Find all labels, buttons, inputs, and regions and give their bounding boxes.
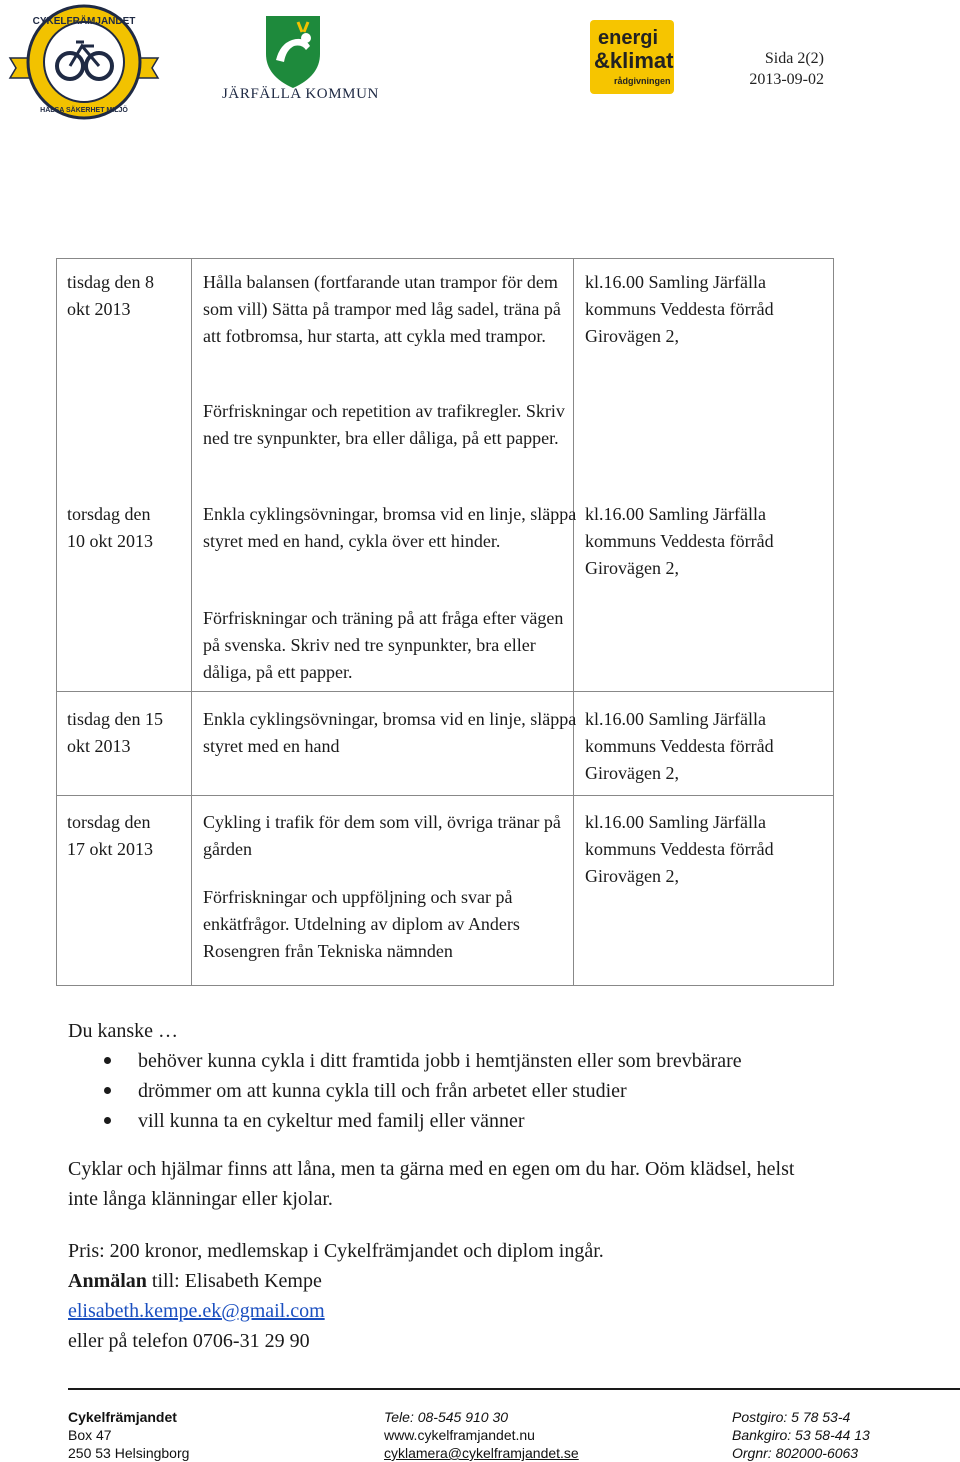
cf-logo-bottom-text: HÄLSA SÄKERHET MILJÖ	[40, 107, 128, 114]
table-row-1-activity: Hålla balansen (fortfarande utan trampor för dem som vill) Sätta på trampor med låg sadel, träna på att fotbromsa, hur starta, att cykla med trampor.	[203, 272, 561, 346]
list-item: drömmer om att kunna cykla till och från arbetet eller studier	[68, 1076, 742, 1106]
table-row-4-date: torsdag den 17 okt 2013	[67, 812, 154, 859]
footer-phone: Tele: 08-545 910 30	[384, 1409, 509, 1425]
schedule-table	[56, 258, 834, 986]
ek-logo-line2: &klimat	[594, 48, 674, 73]
ek-logo-line1: energi	[598, 27, 659, 49]
list-item: vill kunna ta en cykeltur med familj eller vänner	[68, 1106, 742, 1136]
cf-logo-top-text: CYKELFRÄMJANDET	[32, 16, 136, 27]
table-row-2-location: kl.16.00 Samling Järfälla kommuns Veddesta förråd Girovägen 2,	[585, 504, 774, 578]
equipment-paragraph: Cyklar och hjälmar finns att låna, men ta gärna med en egen om du har. Oöm klädsel, helst inte långa klänningar eller kjolar.	[68, 1158, 795, 1210]
footer-postgiro: Postgiro: 5 78 53-4	[732, 1409, 851, 1425]
list-item: behöver kunna cykla i ditt framtida jobb i hemtjänsten eller som brevbärare	[68, 1046, 742, 1076]
table-row-3-activity: Enkla cyklingsövningar, bromsa vid en linje, släppa styret med en hand	[203, 709, 577, 756]
reasons-list	[68, 1046, 742, 1136]
footer-web: www.cykelframjandet.nu	[384, 1427, 535, 1443]
table-row-2-activity-2: Förfriskningar och träning på att fråga efter vägen på svenska. Skriv ned tre synpunkter, bra eller dåliga, på ett papper.	[203, 608, 564, 682]
signup-label: Anmälan	[68, 1270, 147, 1292]
page-number: Sida 2(2)	[764, 50, 824, 67]
intro-text: Du kanske …	[68, 1020, 178, 1042]
bullet-icon	[104, 1087, 111, 1094]
table-row-1-date: tisdag den 8 okt 2013	[67, 272, 154, 319]
footer-contact	[384, 1408, 579, 1462]
table-col-divider	[191, 259, 192, 985]
ek-logo-line3: rådgivningen	[614, 76, 671, 86]
footer-orgnr: Orgnr: 802000-6063	[732, 1445, 859, 1461]
table-row-4-activity-2: Förfriskningar och uppföljning och svar på enkätfrågor. Utdelning av diplom av Anders Rosengren från Tekniska nämnden	[203, 887, 520, 961]
table-row-divider	[57, 795, 833, 796]
page-meta	[749, 48, 824, 90]
table-row-3-date: tisdag den 15 okt 2013	[67, 709, 163, 756]
footer-bankgiro: Bankgiro: 53 58-44 13	[732, 1427, 870, 1443]
table-row-divider	[57, 691, 833, 692]
signup-contact: till: Elisabeth Kempe	[146, 1270, 322, 1292]
price-text: Pris: 200 kronor, medlemskap i Cykelfrämjandet och diplom ingår.	[68, 1240, 604, 1262]
cykelframjandet-logo	[4, 2, 164, 124]
bullet-icon	[104, 1057, 111, 1064]
table-row-2-activity: Enkla cyklingsövningar, bromsa vid en linje, släppa styret med en hand, cykla över ett hinder.	[203, 504, 577, 551]
footer-email: cyklamera@cykelframjandet.se	[384, 1445, 579, 1461]
footer-address-1: Box 47	[68, 1427, 112, 1443]
table-row-4-activity: Cykling i trafik för dem som vill, övriga tränar på gården	[203, 812, 561, 859]
energi-klimat-logo	[590, 20, 674, 94]
table-row-2-date: torsdag den 10 okt 2013	[67, 504, 154, 551]
table-row-1-location: kl.16.00 Samling Järfälla kommuns Veddesta förråd Girovägen 2,	[585, 272, 774, 346]
footer-address-2: 250 53 Helsingborg	[68, 1445, 190, 1461]
bullet-icon	[104, 1117, 111, 1124]
footer-divider	[68, 1388, 960, 1390]
footer-address	[68, 1408, 189, 1462]
signup-block	[68, 1236, 828, 1356]
table-row-1-activity-2: Förfriskningar och repetition av trafikregler. Skriv ned tre synpunkter, bra eller dåliga, på ett papper.	[203, 401, 565, 448]
table-row-4-location: kl.16.00 Samling Järfälla kommuns Veddesta förråd Girovägen 2,	[585, 812, 774, 886]
table-row-3-location: kl.16.00 Samling Järfälla kommuns Veddesta förråd Girovägen 2,	[585, 709, 774, 783]
signup-line	[68, 1266, 828, 1296]
jarfalla-kommun-wordmark: JÄRFÄLLA KOMMUN	[222, 86, 379, 102]
document-date: 2013-09-02	[749, 71, 824, 88]
footer-bank	[732, 1408, 870, 1462]
phone-text: eller på telefon 0706-31 29 90	[68, 1330, 310, 1352]
signup-email-link[interactable]: elisabeth.kempe.ek@gmail.com	[68, 1300, 325, 1322]
footer-org-name: Cykelfrämjandet	[68, 1409, 177, 1425]
